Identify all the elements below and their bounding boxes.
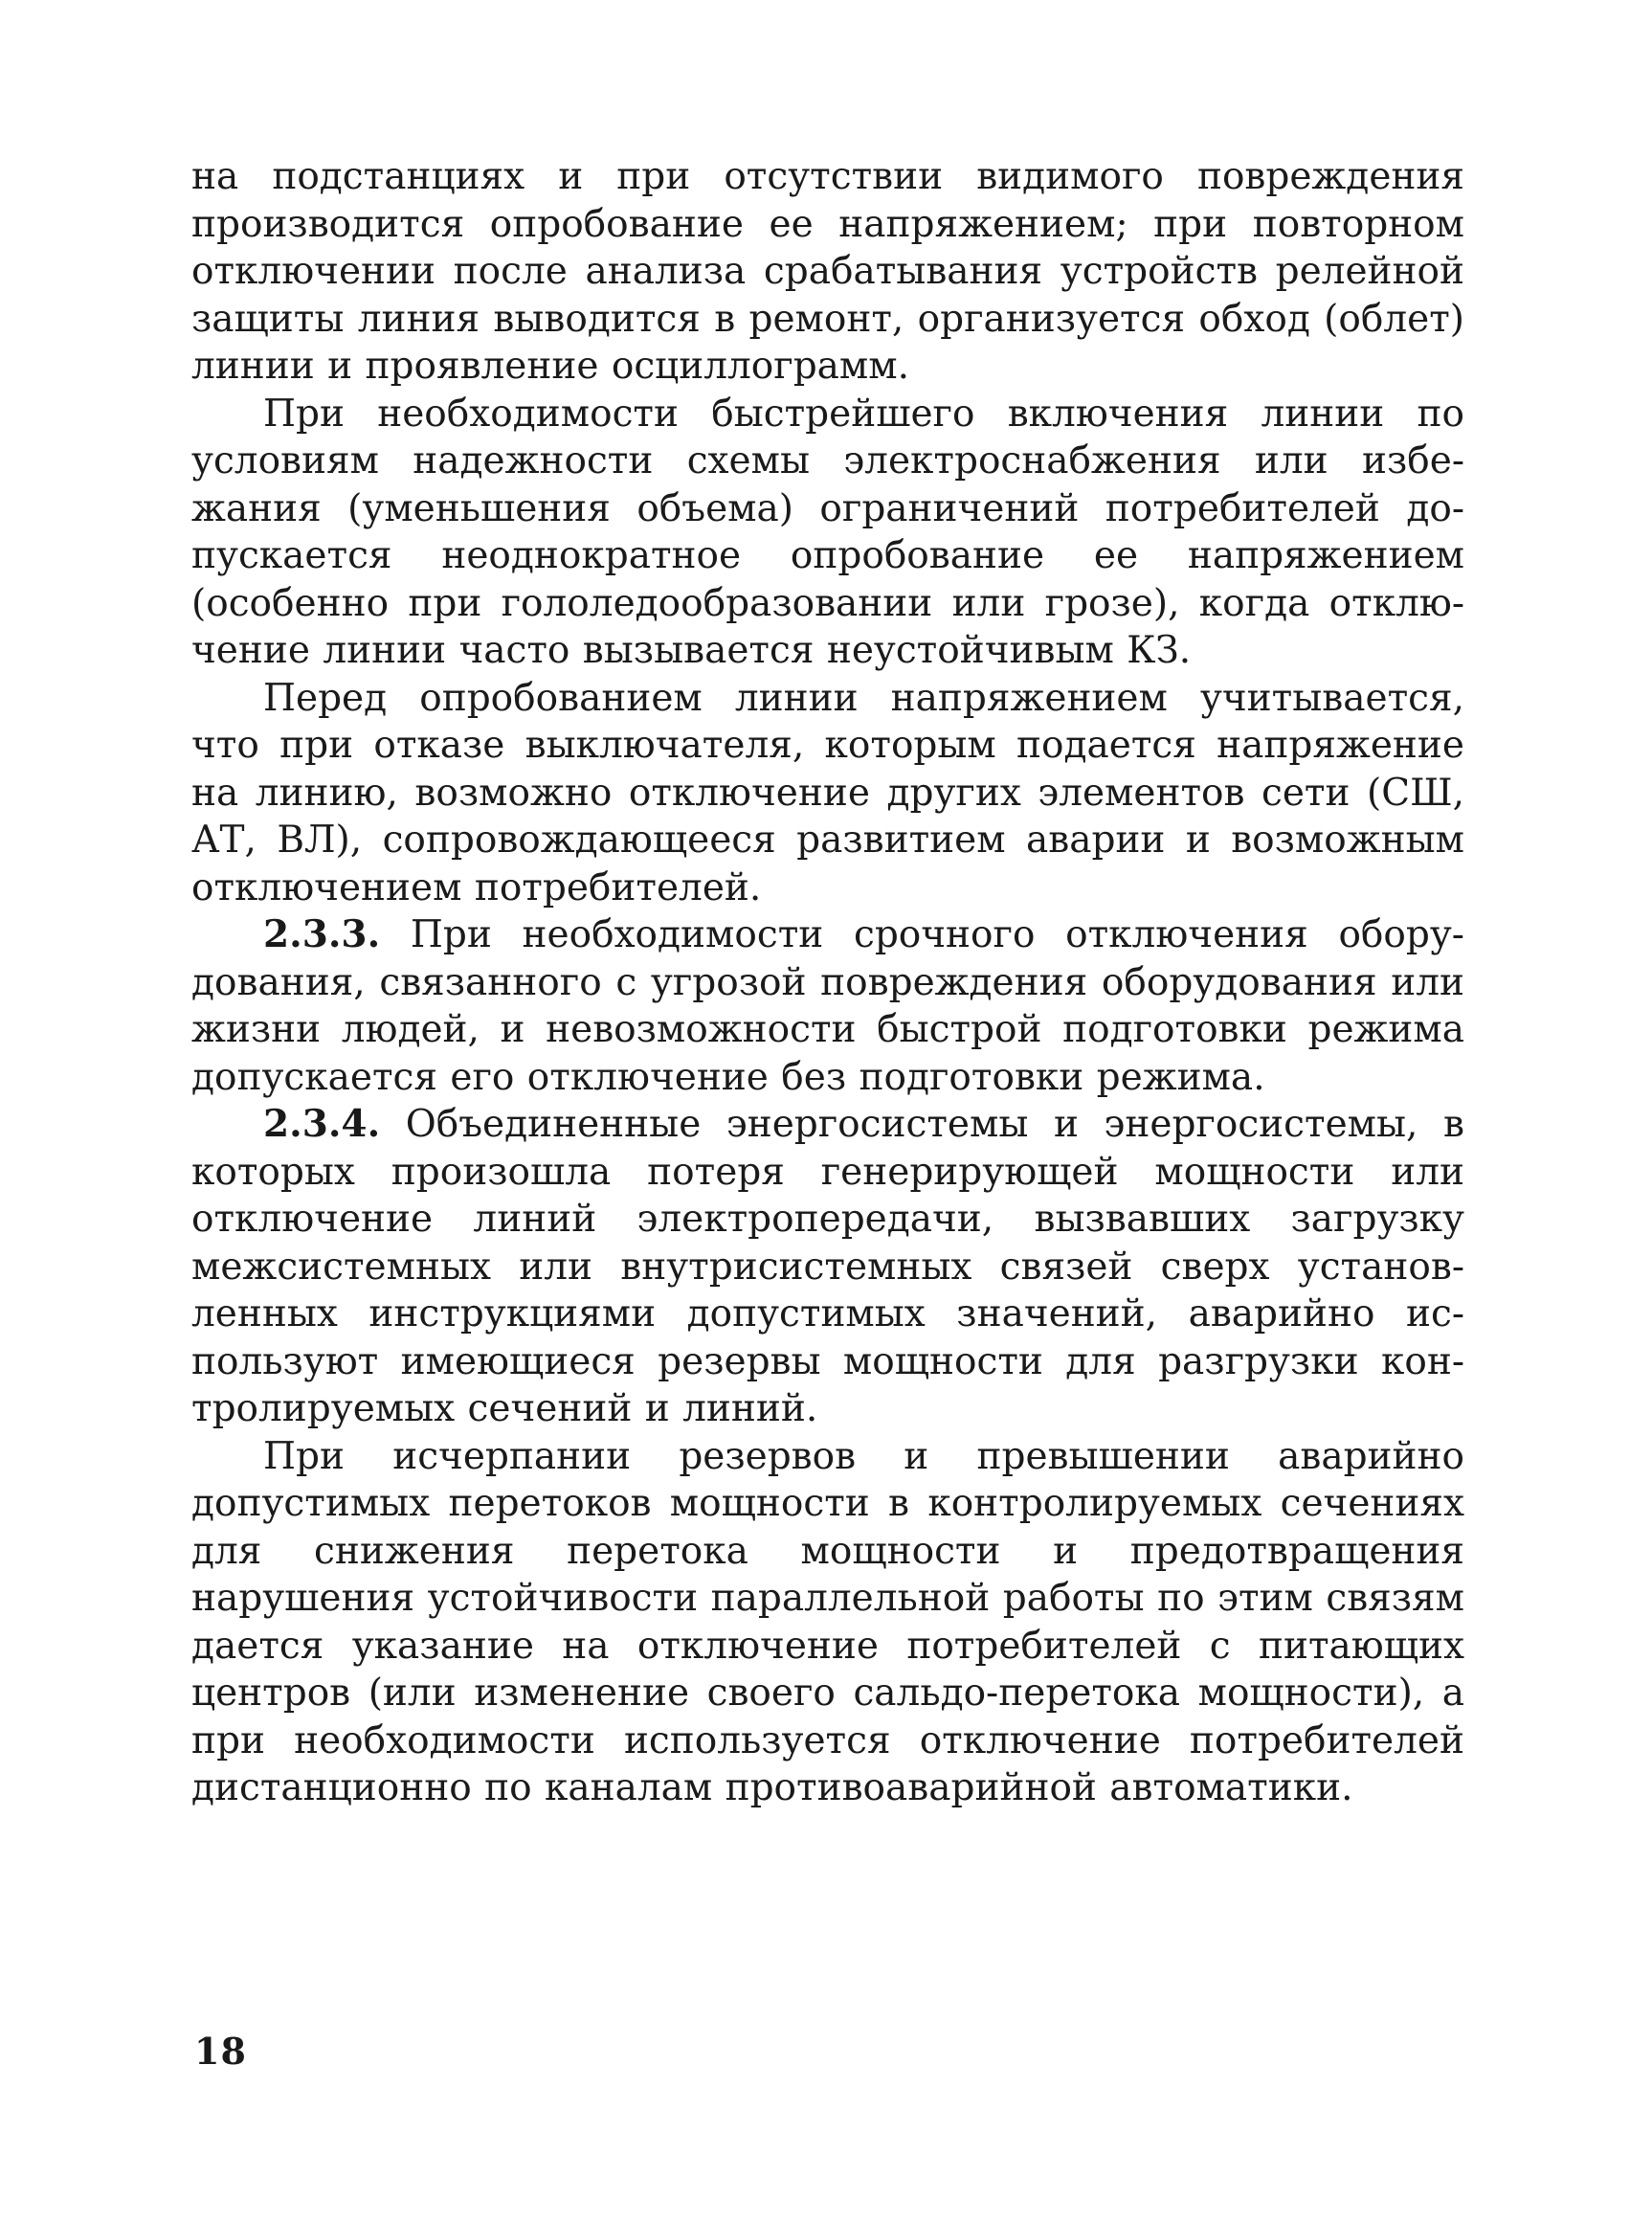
page-number: 18 [194,2030,247,2073]
section-2-3-3-text: При необходимости срочного отключения оборудования, связанного с угрозой повреждения оборудования или жизни людей, и невозможности быстрой подготовки режима допускается его отключение без подготовки режима. [191,913,1464,1099]
paragraph-1 [191,153,1464,391]
section-2-3-4 [191,1101,1464,1433]
page-body [191,153,1464,1812]
section-2-3-3 [191,911,1464,1101]
paragraph-6 [191,1433,1464,1812]
section-number-2-3-3: 2.3.3. [263,912,381,956]
paragraph-1-text: на подстанциях и при отсутствии видимого повреждения производится опробование ее напряжением; при повторном отключении после анализа срабатывания устройств релейной защиты линия выводится в ремонт, организуется обход (облет) линии и проявление осциллограмм. [191,155,1464,388]
paragraph-3-text: Перед опробованием линии напряжением учитывается, что при отказе выключателя, которым подается напряжение на линию, возможно отключение других элементов сети (СШ, АТ, ВЛ), сопровождающееся развитием аварии и возможным отключением потребителей. [191,676,1464,909]
section-2-3-4-text: Объединенные энергосистемы и энергосистемы, в которых произошла потеря генерирующей мощности или отключение линий электропередачи, вызвавших загрузку межсистемных или внутрисистемных связей сверх установленных инструкциями допустимых значений, аварийно используют имеющиеся резервы мощности для разгрузки контролируемых сечений и линий. [191,1103,1464,1430]
paragraph-6-text: При исчерпании резервов и превышении аварийно допустимых перетоков мощности в контролируемых сечениях для снижения перетока мощности и предотвращения нарушения устойчивости параллельной работы по этим связям дается указание на отключение потребителей с питающих центров (или изменение своего сальдо-перетока мощности), а при необходимости используется отключение потребителей дистанционно по каналам противоаварийной автоматики. [191,1434,1464,1809]
paragraph-2 [191,391,1464,675]
section-number-2-3-4: 2.3.4. [263,1102,381,1146]
paragraph-3 [191,675,1464,912]
paragraph-2-text: При необходимости быстрейшего включения линии по условиям надежности схемы электроснабжения или избежания (уменьшения объема) ограничений потребителей допускается неоднократное опробование ее напряжением (особенно при гололедообразовании или грозе), когда отключение линии часто вызывается неустойчивым КЗ. [191,392,1464,672]
